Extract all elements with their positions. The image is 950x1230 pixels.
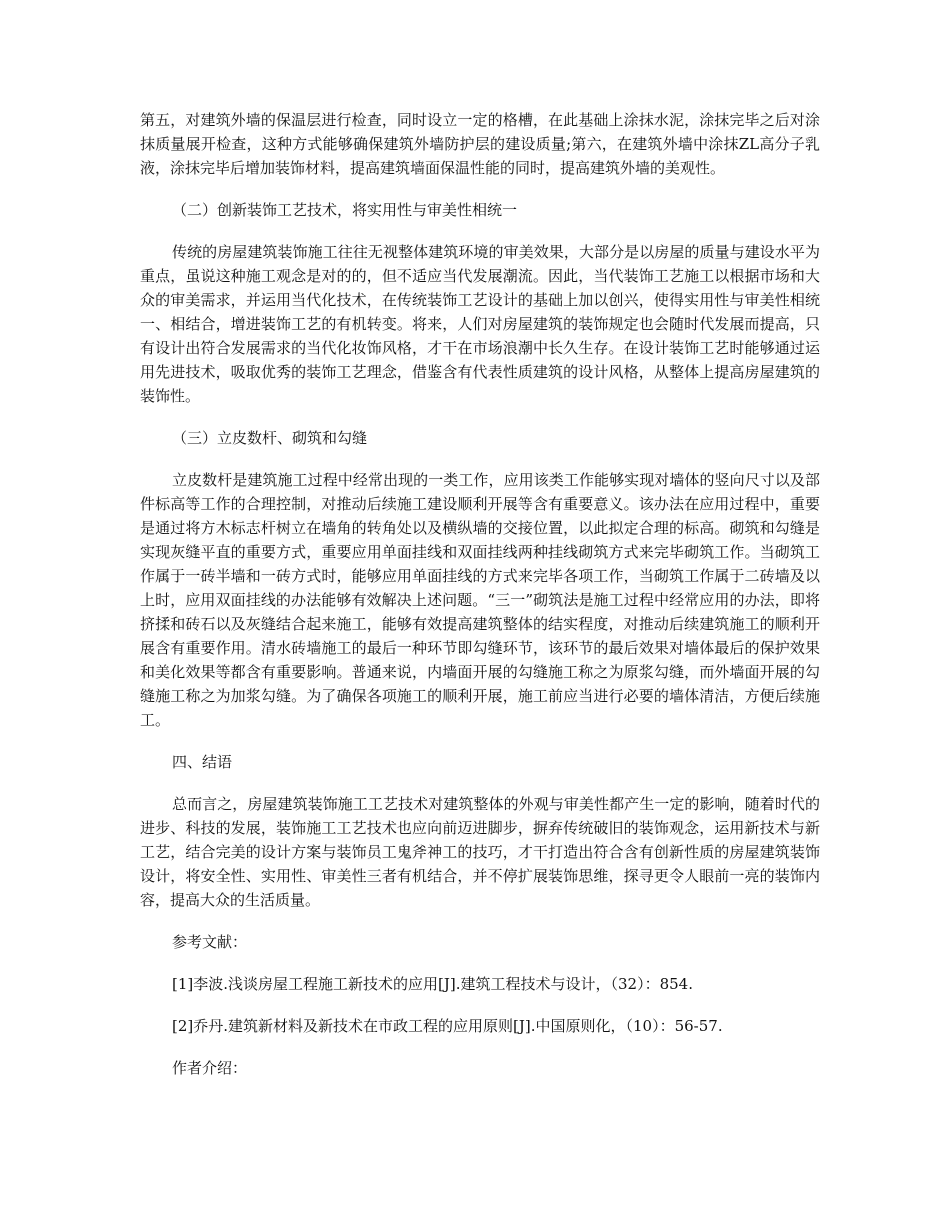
paragraph-wall-insulation: 第五，对建筑外墙的保温层进行检查，同时设立一定的格槽，在此基础上涂抹水泥，涂抹完毕之后对涂抹质量展开检查，这种方式能够确保建筑外墙防护层的建设质量;第六，在建筑外墙中涂抹ZL高分子乳液，涂抹完毕后增加装饰材料，提高建筑墙面保温性能的同时，提高建筑外墙的美观性。 (140, 111, 820, 177)
paragraph-masonry: 立皮数杆是建筑施工过程中经常出现的一类工作，应用该类工作能够实现对墙体的竖向尺寸以及部件标高等工作的合理控制，对推动后续施工建设顺利开展等含有重要意义。该办法在应用过程中，重要是通过将方木标志杆树立在墙角的转角处以及横纵墙的交接位置，以此拟定合理的标高。砌筑和勾缝是实现灰缝平直的重要方式，重要应用单面挂线和双面挂线两种挂线砌筑方式来完毕砌筑工作。当砌筑工作属于一砖半墙和一砖方式时，能够应用单面挂线的方式来完毕各项工作，当砌筑工作属于二砖墙及以上时，应用双面挂线的办法能够有效解决上述问题。“三一”砌筑法是施工过程中经常应用的办法，即将挤揉和砖石以及灰缝结合起来施工，能够有效提高建筑整体的结实程度，对推动后续建筑施工的顺利开展含有重要作用。清水砖墙施工的最后一种环节即勾缝环节，该环节的最后效果对墙体最后的保护效果和美化效果等都含有重要影响。普通来说，内墙面开展的勾缝施工称之为原浆勾缝，而外墙面开展的勾缝施工称之为加浆勾缝。为了确保各项施工的顺利开展，施工前应当进行必要的墙体清洁，方便后续施工。 (140, 471, 820, 729)
section-heading-masonry: （三）立皮数杆、砌筑和勾缝 (172, 429, 368, 447)
section-heading-conclusion: 四、结语 (172, 753, 233, 771)
section-heading-decoration-craft: （二）创新装饰工艺技术，将实用性与审美性相统一 (172, 201, 518, 219)
reference-item: [2]乔丹.建筑新材料及新技术在市政工程的应用原则[J].中国原则化，（10）：56-57. (172, 1017, 723, 1035)
references-title: 参考文献： (172, 933, 248, 951)
document-body (140, 108, 820, 1098)
reference-item: [1]李波.浅谈房屋工程施工新技术的应用[J].建筑工程技术与设计，（32）：854. (172, 975, 693, 993)
author-label: 作者介绍： (172, 1059, 248, 1077)
paragraph-conclusion: 总而言之，房屋建筑装饰施工工艺技术对建筑整体的外观与审美性都产生一定的影响，随着时代的进步、科技的发展，装饰施工工艺技术也应向前迈进脚步，摒弃传统破旧的装饰观念，运用新技术与新工艺，结合完美的设计方案与装饰员工鬼斧神工的技巧，才干打造出符合含有创新性质的房屋建筑装饰设计，将安全性、实用性、审美性三者有机结合，并不停扩展装饰思维，探寻更令人眼前一亮的装饰内容，提高大众的生活质量。 (140, 795, 820, 909)
paragraph-decoration-craft: 传统的房屋建筑装饰施工往往无视整体建筑环境的审美效果，大部分是以房屋的质量与建设水平为重点，虽说这种施工观念是对的的，但不适应当代发展潮流。因此，当代装饰工艺施工以根据市场和大众的审美需求，并运用当代化技术，在传统装饰工艺设计的基础上加以创兴，使得实用性与审美性相统一、相结合，增进装饰工艺的有机转变。将来，人们对房屋建筑的装饰规定也会随时代发展而提高，只有设计出符合发展需求的当代化妆饰风格，才干在市场浪潮中长久生存。在设计装饰工艺时能够通过运用先进技术，吸取优秀的装饰工艺理念，借鉴含有代表性质建筑的设计风格，从整体上提高房屋建筑的装饰性。 (140, 243, 820, 405)
